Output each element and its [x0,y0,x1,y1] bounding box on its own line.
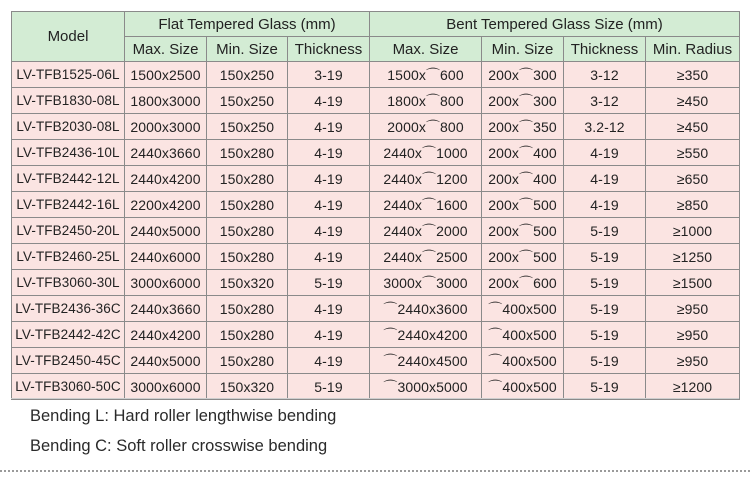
flat-thickness-cell: 5-19 [288,270,370,296]
bent-min-radius-cell: ≥550 [646,140,740,166]
flat-max-size-header: Max. Size [125,37,207,62]
model-cell: LV-TFB2450-20L [12,218,125,244]
table-row [12,62,740,88]
bent-thickness-cell: 5-19 [564,348,646,374]
table-row [12,218,740,244]
flat-max-size-cell: 2440x5000 [125,218,207,244]
flat-thickness-cell: 4-19 [288,192,370,218]
bent-thickness-cell: 3-12 [564,88,646,114]
model-cell: LV-TFB2030-08L [12,114,125,140]
bent-thickness-cell: 4-19 [564,140,646,166]
bent-thickness-cell: 5-19 [564,296,646,322]
flat-max-size-cell: 2200x4200 [125,192,207,218]
flat-thickness-cell: 4-19 [288,140,370,166]
flat-min-size-cell: 150x320 [207,374,288,400]
flat-min-size-cell: 150x280 [207,244,288,270]
spec-table [11,11,740,400]
flat-max-size-cell: 2440x3660 [125,296,207,322]
flat-glass-group-header: Flat Tempered Glass (mm) [125,12,370,37]
bent-thickness-cell: 5-19 [564,374,646,400]
bent-min-size-cell: ⌒400x500 [482,296,564,322]
bent-max-size-cell: 2440x⌒1200 [370,166,482,192]
bent-max-size-cell: 2440x⌒2500 [370,244,482,270]
model-cell: LV-TFB2436-10L [12,140,125,166]
bent-thickness-cell: 3.2-12 [564,114,646,140]
table-row [12,322,740,348]
flat-min-size-cell: 150x280 [207,296,288,322]
bent-max-size-cell: ⌒2440x4200 [370,322,482,348]
table-row [12,296,740,322]
bent-min-size-cell: 200x⌒400 [482,166,564,192]
flat-max-size-cell: 2440x5000 [125,348,207,374]
flat-min-size-cell: 150x280 [207,218,288,244]
table-row [12,114,740,140]
flat-min-size-cell: 150x280 [207,140,288,166]
flat-max-size-cell: 3000x6000 [125,374,207,400]
bent-max-size-cell: 1500x⌒600 [370,62,482,88]
bent-min-radius-cell: ≥1200 [646,374,740,400]
flat-min-size-cell: 150x250 [207,62,288,88]
model-cell: LV-TFB2460-25L [12,244,125,270]
notes-block [30,408,336,468]
bent-max-size-cell: 2000x⌒800 [370,114,482,140]
bent-min-radius-cell: ≥1250 [646,244,740,270]
bent-thickness-cell: 4-19 [564,166,646,192]
bent-min-size-cell: 200x⌒500 [482,218,564,244]
bent-min-radius-cell: ≥950 [646,322,740,348]
bent-max-size-cell: ⌒2440x4500 [370,348,482,374]
flat-max-size-cell: 2440x3660 [125,140,207,166]
bent-min-radius-header: Min. Radius [646,37,740,62]
bent-max-size-cell: 2440x⌒2000 [370,218,482,244]
bent-max-size-cell: 2440x⌒1000 [370,140,482,166]
flat-thickness-cell: 4-19 [288,114,370,140]
flat-max-size-cell: 1500x2500 [125,62,207,88]
bent-min-size-cell: 200x⌒600 [482,270,564,296]
flat-thickness-cell: 4-19 [288,348,370,374]
model-cell: LV-TFB2442-42C [12,322,125,348]
flat-min-size-cell: 150x250 [207,88,288,114]
table-row [12,348,740,374]
bent-max-size-cell: 2440x⌒1600 [370,192,482,218]
bent-min-size-cell: ⌒400x500 [482,374,564,400]
bent-min-radius-cell: ≥450 [646,114,740,140]
bent-min-size-cell: 200x⌒500 [482,244,564,270]
table-header [12,12,740,62]
bent-min-radius-cell: ≥950 [646,296,740,322]
flat-min-size-cell: 150x280 [207,322,288,348]
table-row [12,88,740,114]
bent-max-size-cell: 3000x⌒3000 [370,270,482,296]
model-cell: LV-TFB2450-45C [12,348,125,374]
bent-min-size-cell: ⌒400x500 [482,348,564,374]
bent-min-size-cell: ⌒400x500 [482,322,564,348]
flat-max-size-cell: 2440x4200 [125,322,207,348]
flat-thickness-header: Thickness [288,37,370,62]
table-body [12,62,740,400]
table-row [12,374,740,400]
table-row [12,140,740,166]
flat-thickness-cell: 4-19 [288,322,370,348]
bent-min-radius-cell: ≥350 [646,62,740,88]
flat-thickness-cell: 4-19 [288,166,370,192]
table-row [12,166,740,192]
bent-min-radius-cell: ≥450 [646,88,740,114]
bent-max-size-cell: ⌒3000x5000 [370,374,482,400]
model-cell: LV-TFB2436-36C [12,296,125,322]
flat-min-size-header: Min. Size [207,37,288,62]
flat-max-size-cell: 2440x6000 [125,244,207,270]
bent-min-radius-cell: ≥850 [646,192,740,218]
bent-glass-group-header: Bent Tempered Glass Size (mm) [370,12,740,37]
flat-min-size-cell: 150x250 [207,114,288,140]
flat-thickness-cell: 3-19 [288,62,370,88]
bent-max-size-cell: ⌒2440x3600 [370,296,482,322]
flat-min-size-cell: 150x320 [207,270,288,296]
flat-thickness-cell: 5-19 [288,374,370,400]
page-bottom-divider [0,470,750,472]
flat-min-size-cell: 150x280 [207,166,288,192]
bent-thickness-header: Thickness [564,37,646,62]
table-row [12,270,740,296]
flat-max-size-cell: 2000x3000 [125,114,207,140]
bent-min-size-cell: 200x⌒500 [482,192,564,218]
model-cell: LV-TFB1830-08L [12,88,125,114]
model-cell: LV-TFB3060-50C [12,374,125,400]
flat-min-size-cell: 150x280 [207,192,288,218]
bent-thickness-cell: 5-19 [564,218,646,244]
model-column-header: Model [12,12,125,62]
table-row [12,192,740,218]
bent-min-radius-cell: ≥950 [646,348,740,374]
model-cell: LV-TFB2442-12L [12,166,125,192]
flat-thickness-cell: 4-19 [288,244,370,270]
flat-thickness-cell: 4-19 [288,296,370,322]
flat-max-size-cell: 2440x4200 [125,166,207,192]
bent-thickness-cell: 4-19 [564,192,646,218]
bent-thickness-cell: 5-19 [564,322,646,348]
bent-min-radius-cell: ≥1000 [646,218,740,244]
bent-thickness-cell: 5-19 [564,244,646,270]
bent-thickness-cell: 5-19 [564,270,646,296]
model-cell: LV-TFB2442-16L [12,192,125,218]
flat-min-size-cell: 150x280 [207,348,288,374]
table-bottom-rule [11,398,739,399]
bent-min-radius-cell: ≥1500 [646,270,740,296]
bent-thickness-cell: 3-12 [564,62,646,88]
bent-max-size-cell: 1800x⌒800 [370,88,482,114]
model-cell: LV-TFB1525-06L [12,62,125,88]
header-row-groups [12,12,740,37]
bent-min-size-cell: 200x⌒350 [482,114,564,140]
note-bending-l: Bending L: Hard roller lengthwise bending [30,407,337,425]
bent-min-size-header: Min. Size [482,37,564,62]
bent-min-size-cell: 200x⌒300 [482,62,564,88]
model-cell: LV-TFB3060-30L [12,270,125,296]
bent-min-size-cell: 200x⌒300 [482,88,564,114]
table-row [12,244,740,270]
flat-thickness-cell: 4-19 [288,218,370,244]
bent-min-size-cell: 200x⌒400 [482,140,564,166]
flat-thickness-cell: 4-19 [288,88,370,114]
bent-max-size-header: Max. Size [370,37,482,62]
flat-max-size-cell: 3000x6000 [125,270,207,296]
note-bending-c: Bending C: Soft roller crosswise bending [30,437,328,455]
flat-max-size-cell: 1800x3000 [125,88,207,114]
bent-min-radius-cell: ≥650 [646,166,740,192]
